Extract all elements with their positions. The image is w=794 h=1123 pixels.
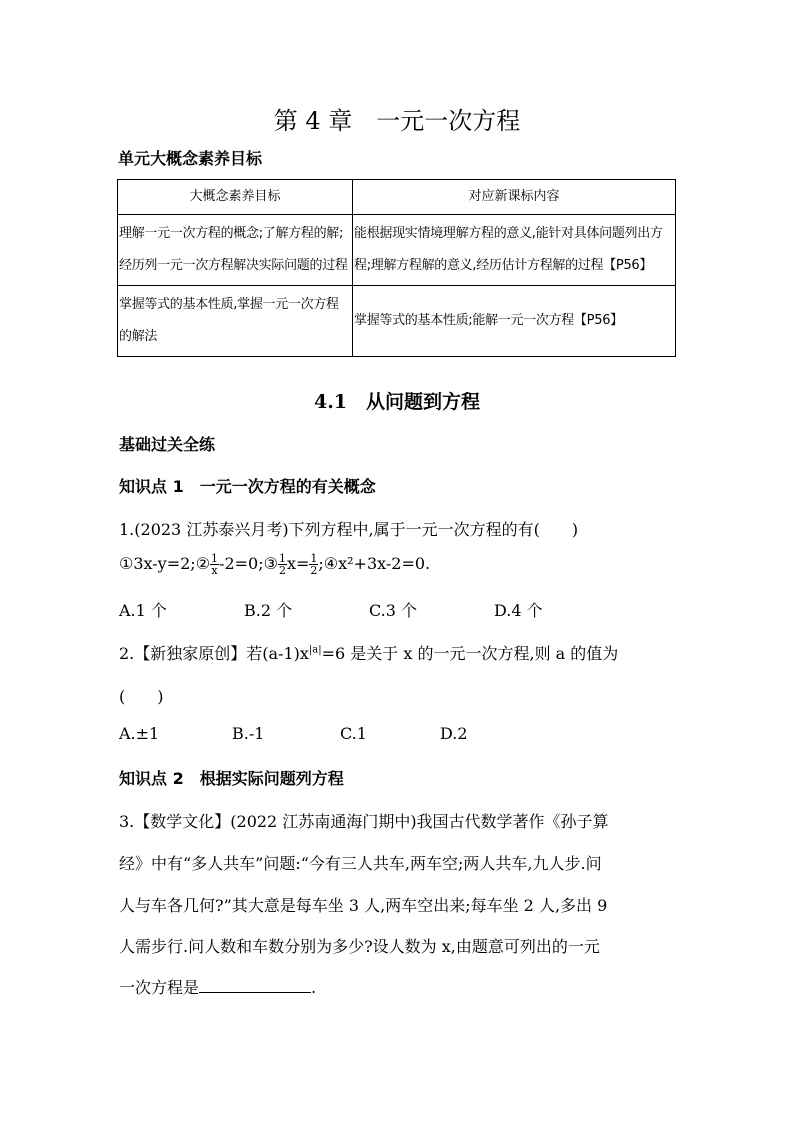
practice-heading: 基础过关全练: [119, 435, 216, 454]
fraction-numerator: 1: [310, 552, 318, 565]
fraction-numerator: 1: [211, 552, 219, 565]
table-cell: [353, 286, 676, 357]
goals-table: [117, 179, 676, 357]
chapter-title: 第 4 章 一元一次方程: [273, 107, 521, 135]
question-2-stem: [119, 641, 618, 664]
question-2-text: =6 是关于 x 的一元一次方程,则 a 的值为: [321, 644, 619, 663]
question-1-equations: [119, 553, 430, 576]
equation-text: ;④x²+3x-2=0.: [318, 554, 431, 573]
table-cell: [118, 286, 353, 357]
question-3-text: 一次方程是: [119, 978, 200, 997]
option-d: D.2: [440, 724, 468, 743]
knowledge-point-2: 知识点 2 根据实际问题列方程: [119, 769, 344, 788]
question-3-line: 经》中有“多人共车”问题:“今有三人共车,两车空;两人共车,九人步.问: [119, 854, 602, 873]
option-b: B.2 个: [244, 601, 293, 620]
fraction-denominator: 2: [278, 564, 286, 577]
question-1-stem: 1.(2023 江苏泰兴月考)下列方程中,属于一元一次方程的有( ): [119, 520, 579, 539]
table-cell: [118, 215, 353, 286]
exponent: |a|: [308, 644, 322, 656]
fraction-denominator: 2: [310, 564, 318, 577]
equation-text: ①3x-y=2;②: [119, 554, 211, 573]
question-2-options: [119, 724, 468, 743]
unit-goal-heading: 单元大概念素养目标: [118, 149, 263, 168]
table-header-row: [118, 180, 676, 215]
table-cell: [353, 215, 676, 286]
table-row: [118, 286, 676, 357]
cell-text: 掌握等式的基本性质;能解一元一次方程【P56】: [354, 313, 623, 328]
question-1-options: [119, 598, 543, 621]
knowledge-point-1: 知识点 1 一元一次方程的有关概念: [119, 477, 376, 496]
fraction-denominator: x: [211, 564, 218, 577]
question-3-end: .: [311, 978, 317, 997]
table-row: [118, 215, 676, 286]
option-a: A.±1: [119, 724, 160, 743]
option-c: C.1: [340, 724, 367, 743]
cell-text: 理解一元一次方程的概念;了解方程的解;经历列一元一次方程解决实际问题的过程: [119, 226, 348, 273]
cell-text: 能根据现实情境理解方程的意义,能针对具体问题列出方程;理解方程解的意义,经历估计方程解的过程【P56】: [354, 226, 663, 273]
fraction: [278, 553, 287, 576]
answer-blank[interactable]: [199, 976, 311, 993]
equation-text: -2=0;③: [219, 554, 278, 573]
question-3-last-line: [119, 975, 316, 998]
question-2-text: 2.【新独家原创】若(a-1)x: [119, 644, 309, 663]
option-d: D.4 个: [494, 601, 543, 620]
fraction-numerator: 1: [278, 552, 286, 565]
equation-text: x=: [286, 554, 310, 573]
option-c: C.3 个: [369, 601, 418, 620]
table-header-cell: 大概念素养目标: [118, 180, 353, 215]
table-header-cell: 对应新课标内容: [353, 180, 676, 215]
option-a: A.1 个: [119, 601, 167, 620]
question-3-line: 人与车各几何?”其大意是每车坐 3 人,两车空出来;每车坐 2 人,多出 9: [119, 896, 608, 915]
cell-text: 掌握等式的基本性质,掌握一元一次方程的解法: [119, 297, 339, 344]
fraction: [210, 553, 219, 576]
question-3-line: 人需步行.问人数和车数分别为多少?设人数为 x,由题意可列出的一元: [119, 937, 600, 956]
option-b: B.-1: [232, 724, 265, 743]
question-2-bracket: ( ): [119, 687, 164, 706]
section-title: 4.1 从问题到方程: [313, 391, 481, 413]
question-3-line: 3.【数学文化】(2022 江苏南通海门期中)我国古代数学著作《孙子算: [119, 812, 609, 831]
